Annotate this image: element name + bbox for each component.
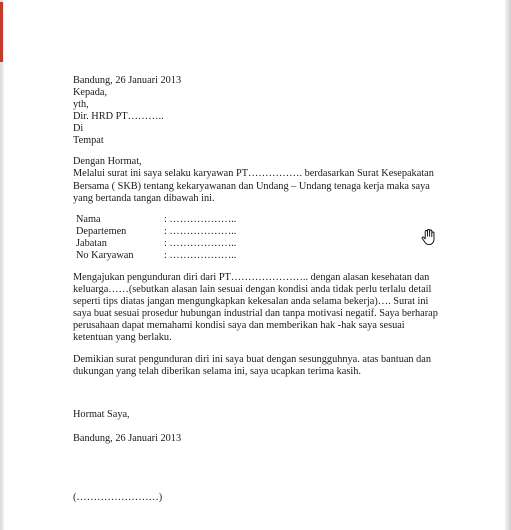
field-label-nama: Nama (76, 214, 101, 225)
field-value-jabatan: : ……………….. (164, 238, 237, 249)
body-line: seperti tips diatas jangan mengungkapkan kekesalan anda selama bekerja)…. Surat ini (73, 296, 429, 307)
field-label-departemen: Departemen (76, 226, 127, 237)
field-value-nama: : ……………….. (164, 214, 237, 225)
letter-page (4, 0, 505, 530)
hand-cursor-icon (419, 227, 439, 247)
addressee-recipient: Dir. HRD PT……….. (73, 111, 164, 122)
intro-line: Bersama ( SKB) tentang kekaryawanan dan Undang – Undang tenaga kerja maka saya (73, 181, 430, 192)
viewer-right-edge (505, 0, 511, 530)
sign-place-date: Bandung, 26 Januari 2013 (73, 433, 182, 444)
viewer-side-marker (0, 2, 3, 62)
field-label-no-karyawan: No Karyawan (76, 250, 134, 261)
closing-line: Demikian surat pengunduran diri ini saya buat dengan sesungguhnya. atas bantuan dan (73, 354, 432, 365)
body-line: saya buat sesuai prosedur hubungan industrial dan tanpa motivasi negatif. Saya berharap (73, 308, 438, 319)
addressee-label: Kepada, (73, 87, 108, 98)
body-line: keluarga……(sebutkan alasan lain sesuai dengan kondisi anda tidak perlu terlalu detail (73, 284, 432, 295)
sign-off: Hormat Saya, (73, 409, 130, 420)
body-line: ketentuan yang berlaku. (73, 332, 172, 343)
greeting: Dengan Hormat, (73, 156, 142, 167)
intro-line: Melalui surat ini saya selaku karyawan PT……………. berdasarkan Surat Kesepakatan (73, 168, 434, 179)
field-label-jabatan: Jabatan (76, 238, 107, 249)
place-date: Bandung, 26 Januari 2013 (73, 75, 182, 86)
intro-line: yang bertanda tangan dibawah ini. (73, 193, 215, 204)
body-line: perusahaan dapat memahami kondisi saya dan memberikan hak -hak saya sesuai (73, 320, 405, 331)
addressee-place: Tempat (73, 135, 104, 146)
closing-line: dukungan yang telah diberikan selama ini, saya ucapkan terima kasih. (73, 366, 361, 377)
field-value-no-karyawan: : ……………….. (164, 250, 237, 261)
signature-placeholder: (……………………) (73, 492, 163, 503)
addressee-yth: yth, (73, 99, 89, 110)
field-value-departemen: : ……………….. (164, 226, 237, 237)
body-line: Mengajukan pengunduran diri dari PT………………….. dengan alasan kesehatan dan (73, 272, 430, 283)
addressee-di: Di (73, 123, 84, 134)
